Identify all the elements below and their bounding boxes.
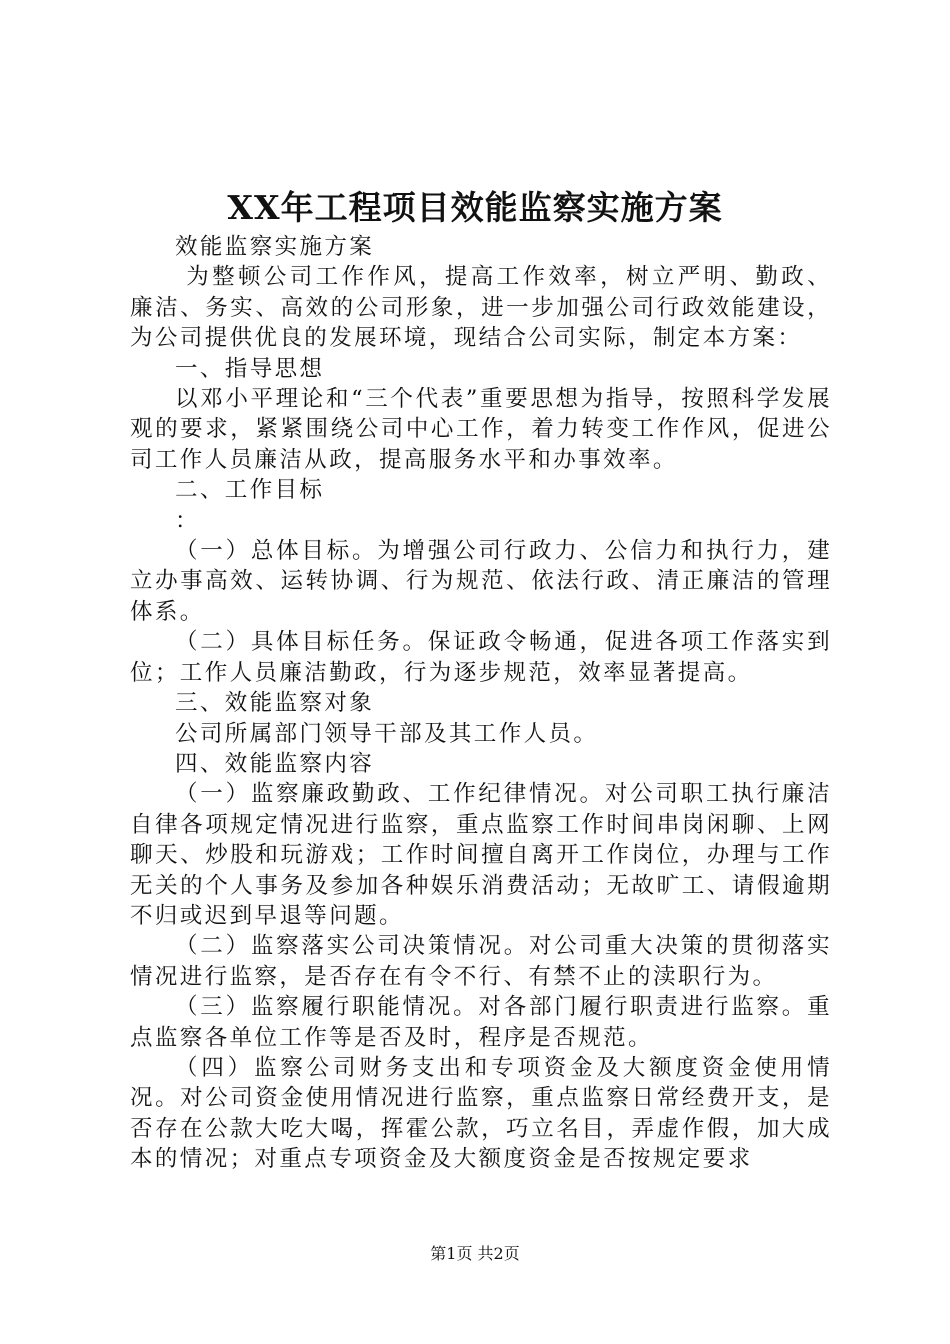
paragraph: （一）监察廉政勤政、工作纪律情况。对公司职工执行廉洁自律各项规定情况进行监察，重点监察工作时间串岗闲聊、上网聊天、炒股和玩游戏；工作时间擅自离开工作岗位，办理与工作无关的个人事务及参加各种娱乐消费活动；无故旷工、请假逾期不归或迟到早退等问题。 xyxy=(130,781,832,929)
paragraph: 以邓小平理论和“三个代表”重要思想为指导，按照科学发展观的要求，紧紧围绕公司中心工作，着力转变工作作风，促进公司工作人员廉洁从政，提高服务水平和办事效率。 xyxy=(130,386,832,473)
paragraph: （二）监察落实公司决策情况。对公司重大决策的贯彻落实情况进行监察，是否存在有令不行、有禁不止的渎职行为。 xyxy=(130,933,832,990)
paragraph: 为整顿公司工作作风，提高工作效率，树立严明、勤政、廉洁、务实、高效的公司形象，进一步加强公司行政效能建设，为公司提供优良的发展环境，现结合公司实际，制定本方案： xyxy=(130,264,832,352)
paragraph: 效能监察实施方案 xyxy=(175,234,375,260)
document-body xyxy=(130,232,832,1175)
paragraph: ： xyxy=(175,507,200,534)
paragraph: 一、指导思想 xyxy=(175,355,325,382)
paragraph: （四）监察公司财务支出和专项资金及大额度资金使用情况。对公司资金使用情况进行监察，重点监察日常经费开支，是否存在公款大吃大喝，挥霍公款，巧立名目，弄虚作假，加大成本的情况；对重点专项资金及大额度资金是否按规定要求 xyxy=(130,1054,832,1173)
paragraph: （一）总体目标。为增强公司行政力、公信力和执行力，建立办事高效、运转协调、行为规范、依法行政、清正廉洁的管理体系。 xyxy=(130,538,832,625)
document-title: XX年工程项目效能监察实施方案 xyxy=(227,188,723,227)
page-footer: 第1页 共2页 xyxy=(430,1244,520,1263)
paragraph: （三）监察履行职能情况。对各部门履行职责进行监察。重点监察各单位工作等是否及时，程序是否规范。 xyxy=(130,994,832,1051)
paragraph: 二、工作目标 xyxy=(175,477,325,504)
paragraph: 三、效能监察对象 xyxy=(175,690,375,717)
paragraph: 公司所属部门领导干部及其工作人员。 xyxy=(175,720,599,747)
paragraph: （二）具体目标任务。保证政令畅通，促进各项工作落实到位；工作人员廉洁勤政，行为逐步规范，效率显著提高。 xyxy=(130,629,832,686)
paragraph: 四、效能监察内容 xyxy=(175,750,375,777)
